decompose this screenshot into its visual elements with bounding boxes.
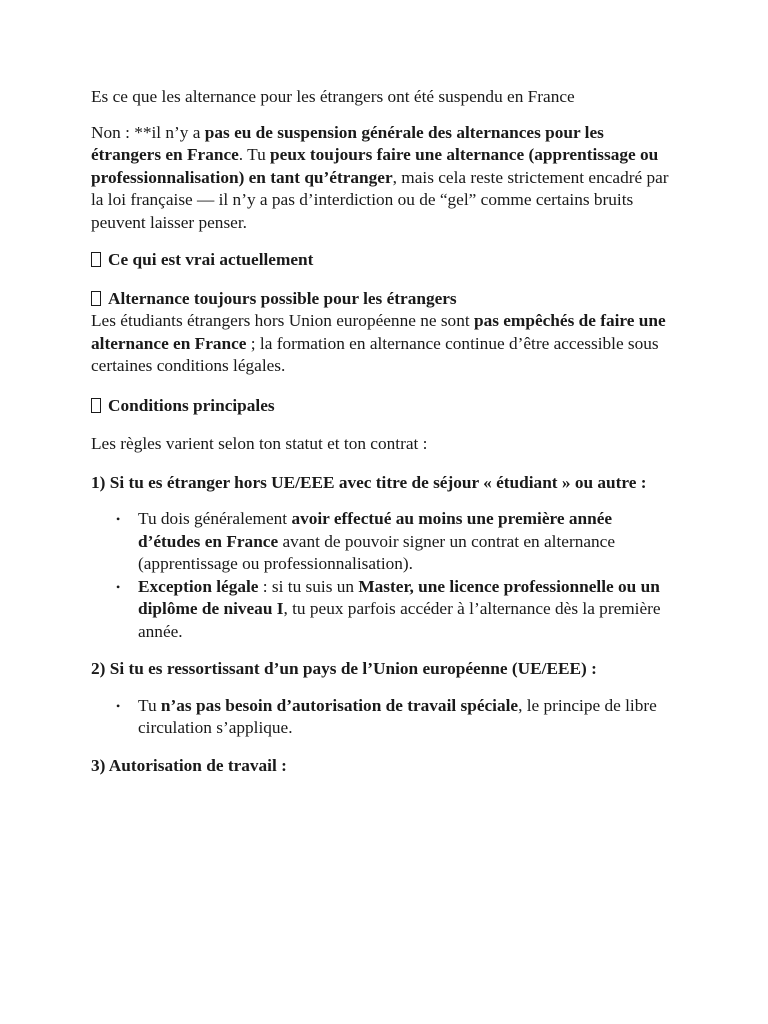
section-possible-text-1: Les étudiants étrangers hors Union européenne ne sont xyxy=(91,311,474,330)
answer-bold-1: pas eu de suspension générale des alternances pour les étrangers en France xyxy=(91,122,604,164)
rules-intro: Les règles varient selon ton statut et ton contrat : xyxy=(91,434,428,453)
case1-item2-text-2: , tu peux parfois accéder à l’alternance dès la première année. xyxy=(138,599,661,641)
bullet-icon: • xyxy=(116,698,121,713)
section-possible-heading-text: Alternance toujours possible pour les étrangers xyxy=(108,288,457,308)
heading-conditions-text: Conditions principales xyxy=(108,395,275,415)
case2-list xyxy=(91,695,678,740)
bullet-icon: • xyxy=(116,579,121,594)
case1-heading: 1) Si tu es étranger hors UE/EEE avec titre de séjour « étudiant » ou autre : xyxy=(91,472,647,492)
answer-paragraph xyxy=(91,122,678,235)
list-item xyxy=(116,508,678,576)
list-item xyxy=(116,695,678,740)
case1-item1-text-2: avant de pouvoir signer un contrat en alternance (apprentissage ou professionnalisation). xyxy=(138,531,616,573)
heading-conditions xyxy=(91,395,678,418)
bullet-icon: • xyxy=(116,512,121,526)
answer-text-3: , mais cela reste strictement encadré par la loi française — il n’y a pas d’interdiction ou de “gel” comme certains bruits peuvent laisser penser. xyxy=(91,167,669,232)
question-text: Es ce que les alternance pour les étrangers ont été suspendu en France xyxy=(91,87,575,106)
section-possible-bold-1: pas empêchés de faire une alternance en France xyxy=(91,311,666,353)
list-item xyxy=(116,576,678,644)
missing-glyph-icon xyxy=(91,291,101,306)
section-possible-text-2: ; la formation en alternance continue d’être accessible sous certaines conditions légales. xyxy=(91,333,659,375)
answer-text-2: . Tu xyxy=(238,145,271,164)
case2-item1-bold-1: n’as pas besoin d’autorisation de travail spéciale xyxy=(160,695,519,715)
case1-item2-bold-1: Master, une licence professionnelle ou un diplôme de niveau I xyxy=(138,576,660,618)
case1-list xyxy=(91,508,678,643)
heading-vrai xyxy=(91,249,678,272)
missing-glyph-icon xyxy=(91,252,101,267)
answer-text-1: Non : **il n’y a xyxy=(91,122,205,142)
case1-item2-bold-0: Exception légale xyxy=(138,576,259,596)
case3-heading: 3) Autorisation de travail : xyxy=(91,755,287,775)
case1-item2-text-1: : si tu suis un xyxy=(258,576,359,596)
answer-bold-2: peux toujours faire une alternance (apprentissage ou professionnalisation) en tant qu’étranger xyxy=(91,145,659,187)
missing-glyph-icon xyxy=(91,398,101,413)
case2-item1-text-2: , le principe de libre circulation s’applique. xyxy=(138,695,657,737)
section-possible-heading xyxy=(91,288,678,311)
case1-item1-bold-1: avoir effectué au moins une première année d’études en France xyxy=(138,509,613,551)
heading-vrai-text: Ce qui est vrai actuellement xyxy=(108,250,314,269)
case2-heading: 2) Si tu es ressortissant d’un pays de l’Union européenne (UE/EEE) : xyxy=(91,659,597,678)
case2-item1-text-1: Tu xyxy=(138,695,161,715)
case1-item1-text-1: Tu dois généralement xyxy=(138,509,292,528)
section-possible-body xyxy=(91,310,678,378)
section-possible xyxy=(91,288,678,378)
